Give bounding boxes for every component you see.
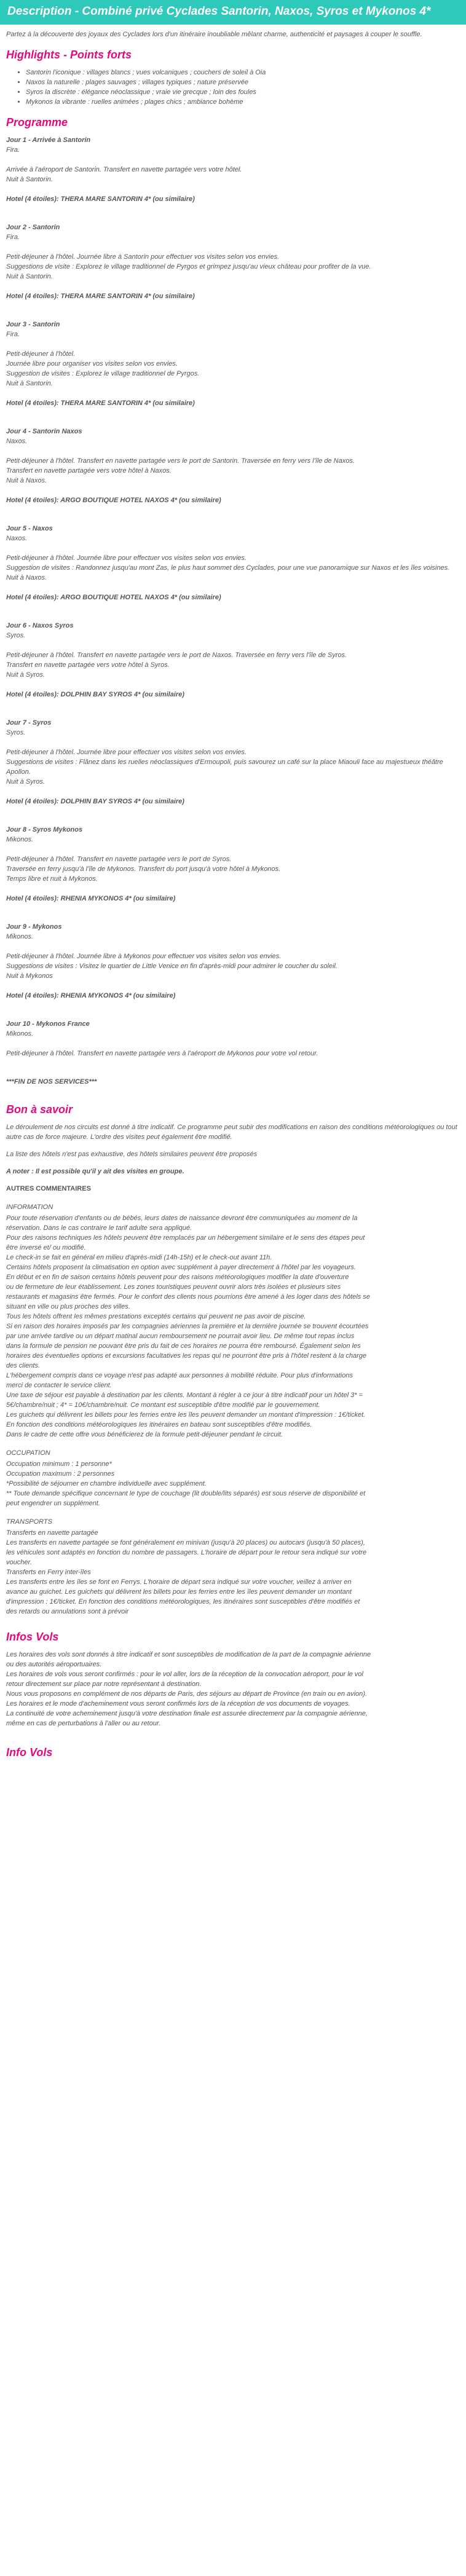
transport-line: Transferts en navette partagée bbox=[6, 1529, 98, 1537]
day-description bbox=[6, 1049, 460, 1058]
day-description bbox=[6, 349, 460, 388]
information-line: En début et en fin de saison certains hôtels peuvent pour des raisons météorologiques modifier la date d'ouverture bbox=[6, 1274, 349, 1281]
transport-line: d'impression : 1€/ticket. En fonction des conditions météorologiques, les itinéraires sont susceptibles d'être modifiés et bbox=[6, 1598, 360, 1605]
flights-info-line: ou des autorités aéroportuaires. bbox=[6, 1661, 102, 1668]
day-description-line: Nuit à Santorin. bbox=[6, 273, 53, 280]
program-day bbox=[6, 1019, 460, 1058]
day-title: Jour 4 - Santorin Naxos bbox=[6, 428, 82, 435]
day-description-line: Petit-déjeuner à l'hôtel. Transfert en navette partagée vers le port de Syros. bbox=[6, 856, 232, 863]
day-hotel: Hotel (4 étoiles): DOLPHIN BAY SYROS 4* (ou similaire) bbox=[6, 691, 184, 698]
day-place: Naxos. bbox=[6, 535, 28, 542]
highlight-item: • Mykonos la vibrante : ruelles animées ; plages chics ; ambiance bohème bbox=[26, 97, 460, 107]
day-description-line: Nuit à Mykonos bbox=[6, 972, 53, 980]
flights-info-text bbox=[6, 1650, 460, 1728]
program-day bbox=[6, 427, 460, 505]
day-description-line: Suggestion de visites : Randonnez jusqu'au mont Zas, le plus haut sommet des Cyclades, pour une vue panoramique sur Naxos et les îles voisines. bbox=[6, 564, 450, 572]
transport-line: voucher. bbox=[6, 1559, 32, 1566]
day-description-line: Suggestions de visite : Explorez le village traditionnel de Pyrgos et grimpez jusqu'au vieux château pour profiter de la vue. bbox=[6, 263, 371, 270]
day-place: Fira. bbox=[6, 146, 20, 154]
day-hotel: Hotel (4 étoiles): THERA MARE SANTORIN 4* (ou similaire) bbox=[6, 400, 195, 407]
day-title: Jour 5 - Naxos bbox=[6, 525, 53, 532]
program-day bbox=[6, 718, 460, 806]
hotels-list-note: La liste des hôtels n'est pas exhaustive, des hôtels similaires peuvent être proposés bbox=[6, 1151, 258, 1158]
occupation-heading: OCCUPATION bbox=[6, 1449, 50, 1457]
program-day bbox=[6, 825, 460, 904]
disclaimer-text: Le déroulement de nos circuits est donné à titre indicatif. Ce programme peut subir des modifications en raison des conditions météorologiques ou tout autre cas de force majeure. L'ordre des visites peut également être modifié. bbox=[6, 1124, 457, 1141]
day-hotel: Hotel (4 étoiles): THERA MARE SANTORIN 4* (ou similaire) bbox=[6, 195, 195, 203]
highlight-item: • Syros la discrète : élégance néoclassique ; vraie vie grecque ; loin des foules bbox=[26, 87, 460, 97]
other-comments-heading: AUTRES COMMENTAIRES bbox=[6, 1185, 91, 1192]
day-description-line: Journée libre pour organiser vos visites selon vos envies. bbox=[6, 360, 178, 368]
main-content bbox=[0, 30, 466, 1759]
day-title: Jour 8 - Syros Mykonos bbox=[6, 826, 83, 833]
day-title: Jour 7 - Syros bbox=[6, 719, 52, 727]
day-description bbox=[6, 951, 460, 981]
good-to-know-title: Bon à savoir bbox=[6, 1103, 73, 1116]
day-description bbox=[6, 456, 460, 486]
occupation-line: Occupation maximum : 2 personnes bbox=[6, 1470, 115, 1478]
day-description-line: Petit-déjeuner à l'hôtel. Journée libre à Santorin pour effectuer vos visites selon vos envies. bbox=[6, 253, 280, 261]
day-description-line: Nuit à Naxos. bbox=[6, 477, 47, 484]
program-day bbox=[6, 135, 460, 204]
day-place: Syros. bbox=[6, 729, 26, 736]
page-title: Description - Combiné privé Cyclades Santorin, Naxos, Syros et Mykonos 4* bbox=[7, 5, 431, 18]
program-day bbox=[6, 320, 460, 408]
day-hotel: Hotel (4 étoiles): RHENIA MYKONOS 4* (ou similaire) bbox=[6, 895, 176, 902]
day-place: Mikonos. bbox=[6, 836, 34, 843]
intro-text: Partez à la découverte des joyaux des Cyclades lors d'un itinéraire inoubliable mêlant charme, authenticité et paysages à couper le souffle. bbox=[6, 31, 422, 38]
information-line: restaurants et magasins être fermés. Pour le confort des clients nous pourrions être amené à les loger dans des hôtels se bbox=[6, 1293, 370, 1301]
occupation-line: Occupation minimum : 1 personne* bbox=[6, 1460, 112, 1468]
day-description bbox=[6, 650, 460, 680]
day-description bbox=[6, 854, 460, 884]
highlights-title: Highlights - Points forts bbox=[6, 49, 132, 61]
program-day bbox=[6, 922, 460, 1001]
highlight-item: • Santorin l'iconique : villages blancs ; vues volcaniques ; couchers de soleil à Oia bbox=[26, 68, 460, 77]
day-description bbox=[6, 747, 460, 787]
flights-info-line: La continuité de votre acheminement jusqu'à votre destination finale est assurée directement par la compagnie aérienne, bbox=[6, 1710, 368, 1717]
day-description bbox=[6, 553, 460, 583]
occupation-line: ** Toute demande spécifique concernant le type de couchage (lit double/lits séparés) est sous réserve de disponibilité et bbox=[6, 1490, 366, 1497]
flights-info-line: même en cas de perturbations à l'aller ou au retour. bbox=[6, 1720, 161, 1727]
day-title: Jour 2 - Santorin bbox=[6, 224, 60, 231]
day-description-line: Petit-déjeuner à l'hôtel. bbox=[6, 350, 76, 358]
information-line: des clients. bbox=[6, 1362, 41, 1369]
information-line: Une taxe de séjour est payable à destination par les clients. Montant à régler à ce jour à titre indicatif pour un hôtel 3* = bbox=[6, 1392, 363, 1399]
day-place: Fira. bbox=[6, 234, 20, 241]
day-description-line: Nuit à Syros. bbox=[6, 778, 45, 786]
information-line: situant en ville ou plus proches des villes. bbox=[6, 1303, 130, 1310]
day-hotel: Hotel (4 étoiles): ARGO BOUTIQUE HOTEL NAXOS 4* (ou similaire) bbox=[6, 497, 221, 504]
information-line: horaires des éventuelles options et excursions facultatives les repas qui ne pourront être pris à l'hôtel restent à la charge bbox=[6, 1352, 367, 1360]
occupation-text bbox=[6, 1459, 460, 1508]
information-line: par une arrivée tardive ou un départ matinal aucun remboursement ne pourrait avoir lieu. De même tout repas inclus bbox=[6, 1333, 355, 1340]
day-place: Mikonos. bbox=[6, 933, 34, 940]
day-description-line: Suggestion de visites : Explorez le village traditionnel de Pyrgos. bbox=[6, 370, 200, 377]
transport-line: les véhicules sont adaptés en fonction du nombre de passagers. L'horaire de départ pour le retour sera indiqué sur votre bbox=[6, 1549, 367, 1556]
day-description-line: Suggestions de visites : Flânez dans les ruelles néoclassiques d'Ermoupoli, puis savourez un café sur la place Miaouli face au majestueux théâtre Apollon. bbox=[6, 758, 443, 776]
day-description-line: Arrivée à l'aéroport de Santorin. Transfert en navette partagée vers votre hôtel. bbox=[6, 166, 242, 173]
highlight-item: • Naxos la naturelle : plages sauvages ; villages typiques ; nature préservée bbox=[26, 77, 460, 87]
transport-line: des retards ou annulations sont à prévoir bbox=[6, 1608, 129, 1615]
information-line: Dans le cadre de cette offre vous bénéficierez de la formule petit-déjeuner pendant le circuit. bbox=[6, 1431, 283, 1438]
day-description-line: Transfert en navette partagée vers votre hôtel à Naxos. bbox=[6, 467, 172, 475]
day-title: Jour 6 - Naxos Syros bbox=[6, 622, 74, 629]
day-description bbox=[6, 165, 460, 184]
day-description-line: Petit-déjeuner à l'hôtel. Journée libre pour effectuer vos visites selon vos envies. bbox=[6, 749, 247, 756]
flights-info-line: Les horaires et le mode d'acheminement vous seront confirmés lors de la réception de vos documents de voyages. bbox=[6, 1700, 350, 1707]
day-description-line: Nuit à Santorin. bbox=[6, 380, 53, 387]
flights-info-line: Les horaires de vols vous seront confirmés : pour le vol aller, lors de la réception de la convocation aéroport, pour le vol bbox=[6, 1671, 363, 1678]
information-heading: INFORMATION bbox=[6, 1203, 53, 1211]
day-description-line: Traversée en ferry jusqu'à l'île de Mykonos. Transfert du port jusqu'à votre hôtel à Mykonos. bbox=[6, 865, 281, 873]
occupation-line: *Possibilité de séjourner en chambre individuelle avec supplément. bbox=[6, 1480, 207, 1487]
day-hotel: Hotel (4 étoiles): DOLPHIN BAY SYROS 4* (ou similaire) bbox=[6, 798, 184, 805]
transport-line: Transferts en Ferry inter-îles bbox=[6, 1569, 91, 1576]
flights-info-title: Infos Vols bbox=[6, 1631, 59, 1643]
day-description-line: Temps libre et nuit à Mykonos. bbox=[6, 875, 98, 883]
page-title-banner bbox=[0, 0, 466, 25]
day-description-line: Nuit à Naxos. bbox=[6, 574, 47, 581]
information-line: Certains hôtels proposent la climatisation en option avec supplément à payer directement à l'hôtel par les voyageurs. bbox=[6, 1264, 356, 1271]
information-line: réservation. Dans le cas contraire le tarif adulte sera appliqué. bbox=[6, 1224, 192, 1232]
transports-heading: TRANSPORTS bbox=[6, 1518, 52, 1526]
program-days bbox=[6, 135, 460, 1058]
day-description-line: Nuit à Santorin. bbox=[6, 176, 53, 183]
day-hotel: Hotel (4 étoiles): RHENIA MYKONOS 4* (ou similaire) bbox=[6, 992, 176, 999]
day-hotel: Hotel (4 étoiles): ARGO BOUTIQUE HOTEL NAXOS 4* (ou similaire) bbox=[6, 594, 221, 601]
information-line: Les guichets qui délivrent les billets pour les ferries entre les îles peuvent demander un montant d'impression : 1€/ticket. bbox=[6, 1411, 366, 1419]
transports-text bbox=[6, 1528, 460, 1617]
information-line: Tous les hôtels offrent les mêmes prestations exceptés certains qui peuvent ne pas avoir de piscine. bbox=[6, 1313, 306, 1320]
information-line: L'hébergement compris dans ce voyage n'est pas adapté aux personnes à mobilité réduite. Pour plus d'informations bbox=[6, 1372, 353, 1379]
group-visits-note: A noter : Il est possible qu'il y ait des visites en groupe. bbox=[6, 1168, 184, 1175]
day-description-line: Petit-déjeuner à l'hôtel. Transfert en navette partagée vers le port de Santorin. Traversée en ferry vers l'île de Naxos. bbox=[6, 457, 355, 465]
day-title: Jour 3 - Santorin bbox=[6, 321, 60, 328]
day-place: Fira. bbox=[6, 331, 20, 338]
day-description-line: Transfert en navette partagée vers votre hôtel à Syros. bbox=[6, 661, 170, 669]
day-description-line: Nuit à Syros. bbox=[6, 671, 45, 679]
information-line: Pour des raisons techniques les hôtels peuvent être remplacés par un hébergement similaire et le sens des étapes peut bbox=[6, 1234, 365, 1242]
program-title: Programme bbox=[6, 116, 68, 128]
day-place: Naxos. bbox=[6, 438, 28, 445]
day-description-line: Petit-déjeuner à l'hôtel. Transfert en navette partagée vers le port de Naxos. Traversée en ferry vers l'île de Syros. bbox=[6, 652, 347, 659]
flights-info-line: Nous vous proposons en complément de nos départs de Paris, des séjours au départ de Province (en train ou en avion). bbox=[6, 1690, 368, 1698]
information-line: dans la formule de pension ne pouvant être pris du fait de ces horaires ne pourra être remboursé. Également selon les bbox=[6, 1342, 361, 1350]
day-title: Jour 9 - Mykonos bbox=[6, 923, 62, 931]
occupation-line: peut engendrer un supplément. bbox=[6, 1500, 100, 1507]
day-description bbox=[6, 252, 460, 282]
information-line: merci de contacter le service client. bbox=[6, 1382, 112, 1389]
day-description-line: Petit-déjeuner à l'hôtel. Transfert en navette partagée vers à l'aéroport de Mykonos pour votre vol retour. bbox=[6, 1050, 318, 1057]
transport-line: Les transferts en navette partagée se font généralement en minivan (jusqu'à 20 places) ou autocars (jusqu'à 50 places), bbox=[6, 1539, 365, 1546]
information-line: Le check-in se fait en général en milieu d'après-midi (14h-15h) et le check-out avant 11h. bbox=[6, 1254, 272, 1261]
day-place: Syros. bbox=[6, 632, 26, 639]
day-description-line: Suggestions de visites : Visitez le quartier de Little Venice en fin d'après-midi pour admirer le coucher du soleil. bbox=[6, 963, 338, 970]
day-title: Jour 1 - Arrivée à Santorin bbox=[6, 136, 91, 144]
program-day bbox=[6, 223, 460, 301]
program-day bbox=[6, 524, 460, 602]
day-description-line: Petit-déjeuner à l'hôtel. Journée libre à Mykonos pour effectuer vos visites selon vos envies. bbox=[6, 953, 282, 960]
day-description-line: Petit-déjeuner à l'hôtel. Journée libre pour effectuer vos visites selon vos envies. bbox=[6, 554, 247, 562]
highlights-list bbox=[6, 68, 460, 107]
day-hotel: Hotel (4 étoiles): THERA MARE SANTORIN 4* (ou similaire) bbox=[6, 293, 195, 300]
transport-line: avance au guichet. Les guichets qui délivrent les billets pour les ferries entre les îles peuvent demander un montant bbox=[6, 1588, 352, 1596]
information-line: être inversé et/ ou modifié. bbox=[6, 1244, 86, 1251]
information-line: En fonction des conditions météorologiques les itinéraires en bateau sont susceptibles d'être modifiés. bbox=[6, 1421, 312, 1428]
information-line: Si en raison des horaires imposés par les compagnies aériennes la première et la dernière journée se trouvent écourtées bbox=[6, 1323, 369, 1330]
day-place: Mikonos. bbox=[6, 1030, 34, 1038]
end-of-services: ***FIN DE NOS SERVICES*** bbox=[6, 1078, 97, 1085]
flights-info-line: retour directement sur place par notre représentant à destination. bbox=[6, 1680, 202, 1688]
information-line: 5€/chambre/nuit ; 4* = 10€/chambre/nuit. Ce montant est susceptible d'être modifié par le gouvernement. bbox=[6, 1401, 320, 1409]
information-line: Pour toute réservation d'enfants ou de bébés, leurs dates de naissance devront être communiquées au moment de la bbox=[6, 1215, 358, 1222]
day-title: Jour 10 - Mykonos France bbox=[6, 1020, 90, 1028]
information-text bbox=[6, 1213, 460, 1440]
information-line: ou de fermeture de leur établissement. Les zones touristiques peuvent ouvrir alors très isolées et plusieurs sites bbox=[6, 1283, 341, 1291]
flights-info-line: Les horaires des vols sont donnés à titre indicatif et sont susceptibles de modification de la part de la compagnie aérienne bbox=[6, 1651, 371, 1658]
flights-info-title-2: Info Vols bbox=[6, 1746, 53, 1759]
transport-line: Les transferts entre les îles se font en Ferrys. L'horaire de départ sera indiqué sur votre voucher, veillez à arriver en bbox=[6, 1578, 352, 1586]
program-day bbox=[6, 621, 460, 699]
